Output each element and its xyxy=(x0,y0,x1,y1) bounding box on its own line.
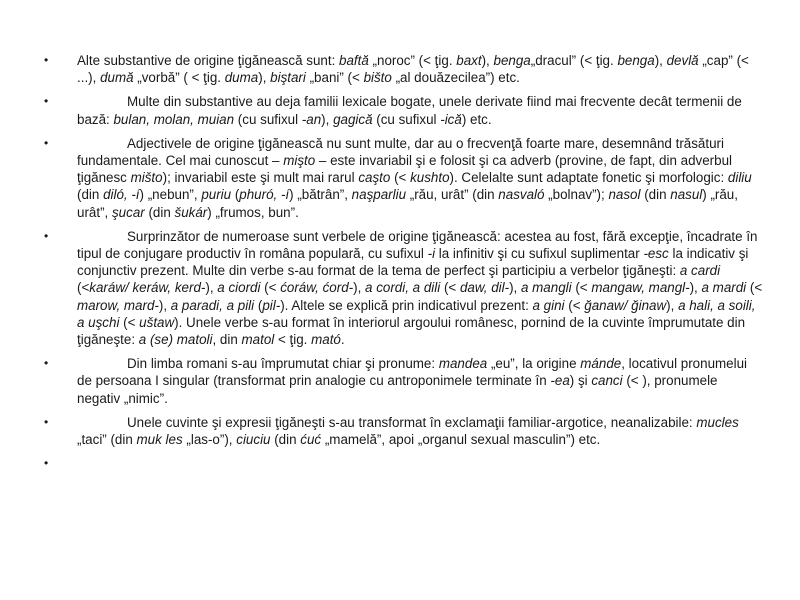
text-run: Unele cuvinte şi expresii ţigăneşti s-au transformat în exclamaţii familiar-argotice, neanalizabile: xyxy=(127,414,697,430)
text-run: (din xyxy=(144,204,175,220)
text-run: (< xyxy=(571,280,592,296)
italic-term: a mardi xyxy=(701,280,747,296)
text-run: „eu”, la origine xyxy=(487,356,581,372)
text-run: la infinitiv şi cu sufixul suplimentar xyxy=(435,246,644,262)
bullet-paragraph xyxy=(44,93,764,127)
text-run: „dracul” (< ţig. xyxy=(530,53,618,68)
text-run: (< ), pronumele negativ „nimic”. xyxy=(77,373,718,406)
text-run: ) şi xyxy=(569,373,592,389)
italic-term: mandea xyxy=(438,356,488,372)
italic-term: duma xyxy=(224,70,259,86)
italic-term: muk les xyxy=(136,432,183,448)
italic-term: ğanaw/ ğinaw xyxy=(584,297,667,313)
italic-term: baftă xyxy=(339,53,369,68)
text-run: „las-o”), xyxy=(182,432,237,448)
italic-term: devlă xyxy=(666,53,699,68)
italic-term: mišto xyxy=(130,170,163,186)
italic-term: naşparliu xyxy=(351,187,407,203)
italic-term: a mangli xyxy=(520,280,572,296)
italic-term: benga xyxy=(617,53,655,68)
italic-term: -ică xyxy=(440,111,462,127)
italic-term: matol xyxy=(241,332,275,348)
italic-term: šukár xyxy=(174,204,208,220)
text-run: Din limba romani s-au împrumutat chiar şi pronume: xyxy=(127,356,439,372)
text-run: (< xyxy=(746,280,763,296)
italic-term: karáw/ keráw, kerd- xyxy=(89,280,206,296)
text-run: ) „rău, urât”, xyxy=(77,187,738,220)
text-run: ), xyxy=(158,297,171,313)
text-run: „mamelă”, apoi „organul sexual masculin”) etc. xyxy=(321,432,601,448)
text-run: ), xyxy=(654,53,667,68)
text-run: ( xyxy=(231,187,240,203)
text-run: ), xyxy=(509,280,521,296)
italic-term: ciuciu xyxy=(236,432,271,448)
bullet-marker: • xyxy=(44,414,49,429)
text-run: (cu sufixul xyxy=(372,111,441,127)
italic-term: a (se) matoli xyxy=(138,332,213,348)
text-run: ) „nebun”, xyxy=(139,187,202,203)
text-run: (< xyxy=(564,297,585,313)
italic-term: diliu xyxy=(727,170,752,186)
italic-term: mató xyxy=(311,332,341,348)
italic-term: canci xyxy=(591,373,623,389)
italic-term: a cordi, a dili xyxy=(365,280,441,296)
italic-term: a cardi xyxy=(679,263,721,279)
italic-term: marow, mard- xyxy=(77,297,159,313)
text-run: Alte substantive de origine ţigănească sunt: xyxy=(77,53,340,68)
italic-term: caşto xyxy=(358,170,391,186)
italic-term: mangaw, mangl- xyxy=(591,280,690,296)
text-run: ), xyxy=(689,280,702,296)
text-run: (din xyxy=(270,432,301,448)
italic-term: benga xyxy=(493,53,531,68)
text-run: „rău, urât” (din xyxy=(406,187,499,203)
text-run: ) etc. xyxy=(461,111,492,127)
bullet-marker: • xyxy=(44,94,49,109)
italic-term: nasol xyxy=(608,187,641,203)
italic-term: daw, dil- xyxy=(459,280,510,296)
text-run: (< xyxy=(390,170,411,186)
italic-term: -i xyxy=(427,246,436,262)
text-run: la indicativ şi conjunctiv prezent. Multe din verbe s-au format de la tema de perfect şi participiu a verbelor ţigăneşti: xyxy=(77,246,749,279)
text-run: – este invariabil şi e folosit şi ca adverb (provine, de fapt, din adverbul ţigănesc xyxy=(77,153,733,186)
italic-term: -esc xyxy=(643,246,669,262)
italic-term: nasul xyxy=(670,187,703,203)
italic-term: a paradi, a pili xyxy=(170,297,255,313)
italic-term: a gini xyxy=(532,297,565,313)
text-run: ), xyxy=(321,111,334,127)
text-run: ), xyxy=(205,280,218,296)
text-run: Surprinzător de numeroase sunt verbele de origine ţigănească: acestea au fost, fără excepţie, încadrate în tipul de conjugare productiv în româna populară, cu sufixul xyxy=(77,228,758,262)
text-run: (din xyxy=(77,187,104,203)
bullet-marker: • xyxy=(44,228,49,243)
bullet-marker: • xyxy=(44,356,49,371)
italic-term: mánde xyxy=(580,356,622,372)
text-run: „bani” (< xyxy=(305,70,364,86)
bullet-paragraph xyxy=(44,414,764,448)
italic-term: dumă xyxy=(100,70,134,86)
text-run: < ţig. xyxy=(274,332,312,348)
italic-term: a hali, a soili, a uşchi xyxy=(77,297,756,330)
text-run: ). Celelalte sunt adaptate fonetic şi morfologic: xyxy=(449,170,728,186)
text-run: , din xyxy=(212,332,242,348)
bullet-paragraph xyxy=(44,228,764,348)
italic-term: -an xyxy=(301,111,322,127)
text-run: . xyxy=(340,332,345,348)
text-run: Adjectivele de origine ţigănească nu sunt multe, dar au o frecvenţă foarte mare, desemnând trăsături fundamentale. Cel mai cunoscut – xyxy=(77,135,724,169)
text-run: „al douăzecilea”) etc. xyxy=(391,70,520,86)
bullet-list xyxy=(44,52,764,471)
italic-term: nasvaló xyxy=(498,187,545,203)
text-run: ). Unele verbe s-au format în interiorul argoului românesc, pornind de la cuvinte împrumutate din ţigăneşte: xyxy=(77,314,746,348)
text-run: ), xyxy=(481,53,494,68)
text-run: „bolnav”); xyxy=(544,187,609,203)
bullet-paragraph xyxy=(44,355,764,407)
bullet-paragraph xyxy=(44,52,764,86)
italic-term: a ciordi xyxy=(217,280,261,296)
italic-term: phuró, -í xyxy=(239,187,290,203)
text-run: ) „bătrân”, xyxy=(289,187,352,203)
italic-term: ćuć xyxy=(300,432,322,448)
text-run: ( xyxy=(254,297,263,313)
text-run: (< xyxy=(77,280,90,296)
italic-term: uštaw xyxy=(139,314,175,330)
italic-term: bišto xyxy=(363,70,392,86)
bullet-paragraph xyxy=(44,135,764,221)
text-run: ). Altele se explică prin indicativul prezent: xyxy=(280,297,533,313)
italic-term: puriu xyxy=(201,187,232,203)
text-run: Multe din substantive au deja familii lexicale bogate, unele derivate fiind mai frecvente decât termenii de bază: xyxy=(77,94,742,127)
text-run: (< xyxy=(119,314,140,330)
text-run: , locativul pronumelui de persoana I singular (transformat prin analogie cu antroponimele terminate în xyxy=(77,356,748,389)
text-run: „taci” (din xyxy=(77,432,137,448)
text-run: (din xyxy=(640,187,671,203)
bullet-marker: • xyxy=(44,53,49,67)
italic-term: şucar xyxy=(111,204,145,220)
text-run: (< xyxy=(260,280,281,296)
italic-term: biştari xyxy=(270,70,306,86)
italic-term: baxt xyxy=(456,53,482,68)
bullet-marker: • xyxy=(44,135,49,150)
italic-term: pil- xyxy=(262,297,281,313)
text-run: „vorbă” ( < ţig. xyxy=(133,70,225,86)
italic-term: mucles xyxy=(696,414,739,430)
text-run: ); invariabil este şi mult mai rarul xyxy=(162,170,359,186)
italic-term: gagică xyxy=(333,111,373,127)
italic-term: diló, -í xyxy=(103,187,140,203)
text-run: ), xyxy=(258,70,271,86)
text-run: „noroc” (< ţig. xyxy=(368,53,457,68)
text-run: ), xyxy=(666,297,679,313)
italic-term: -ea xyxy=(550,373,570,389)
text-run: ), xyxy=(353,280,366,296)
italic-term: mişto xyxy=(283,153,316,169)
italic-term: bulan, molan, muian xyxy=(113,111,235,127)
text-run: (cu sufixul xyxy=(234,111,302,127)
text-run: (< xyxy=(440,280,460,296)
italic-term: kushto xyxy=(410,170,450,186)
text-run: „cap” (< ...), xyxy=(77,53,749,86)
text-run: ) „frumos, bun”. xyxy=(207,204,299,220)
italic-term: ćoráw, ćord- xyxy=(280,280,354,296)
bullet-marker: • xyxy=(44,456,49,471)
